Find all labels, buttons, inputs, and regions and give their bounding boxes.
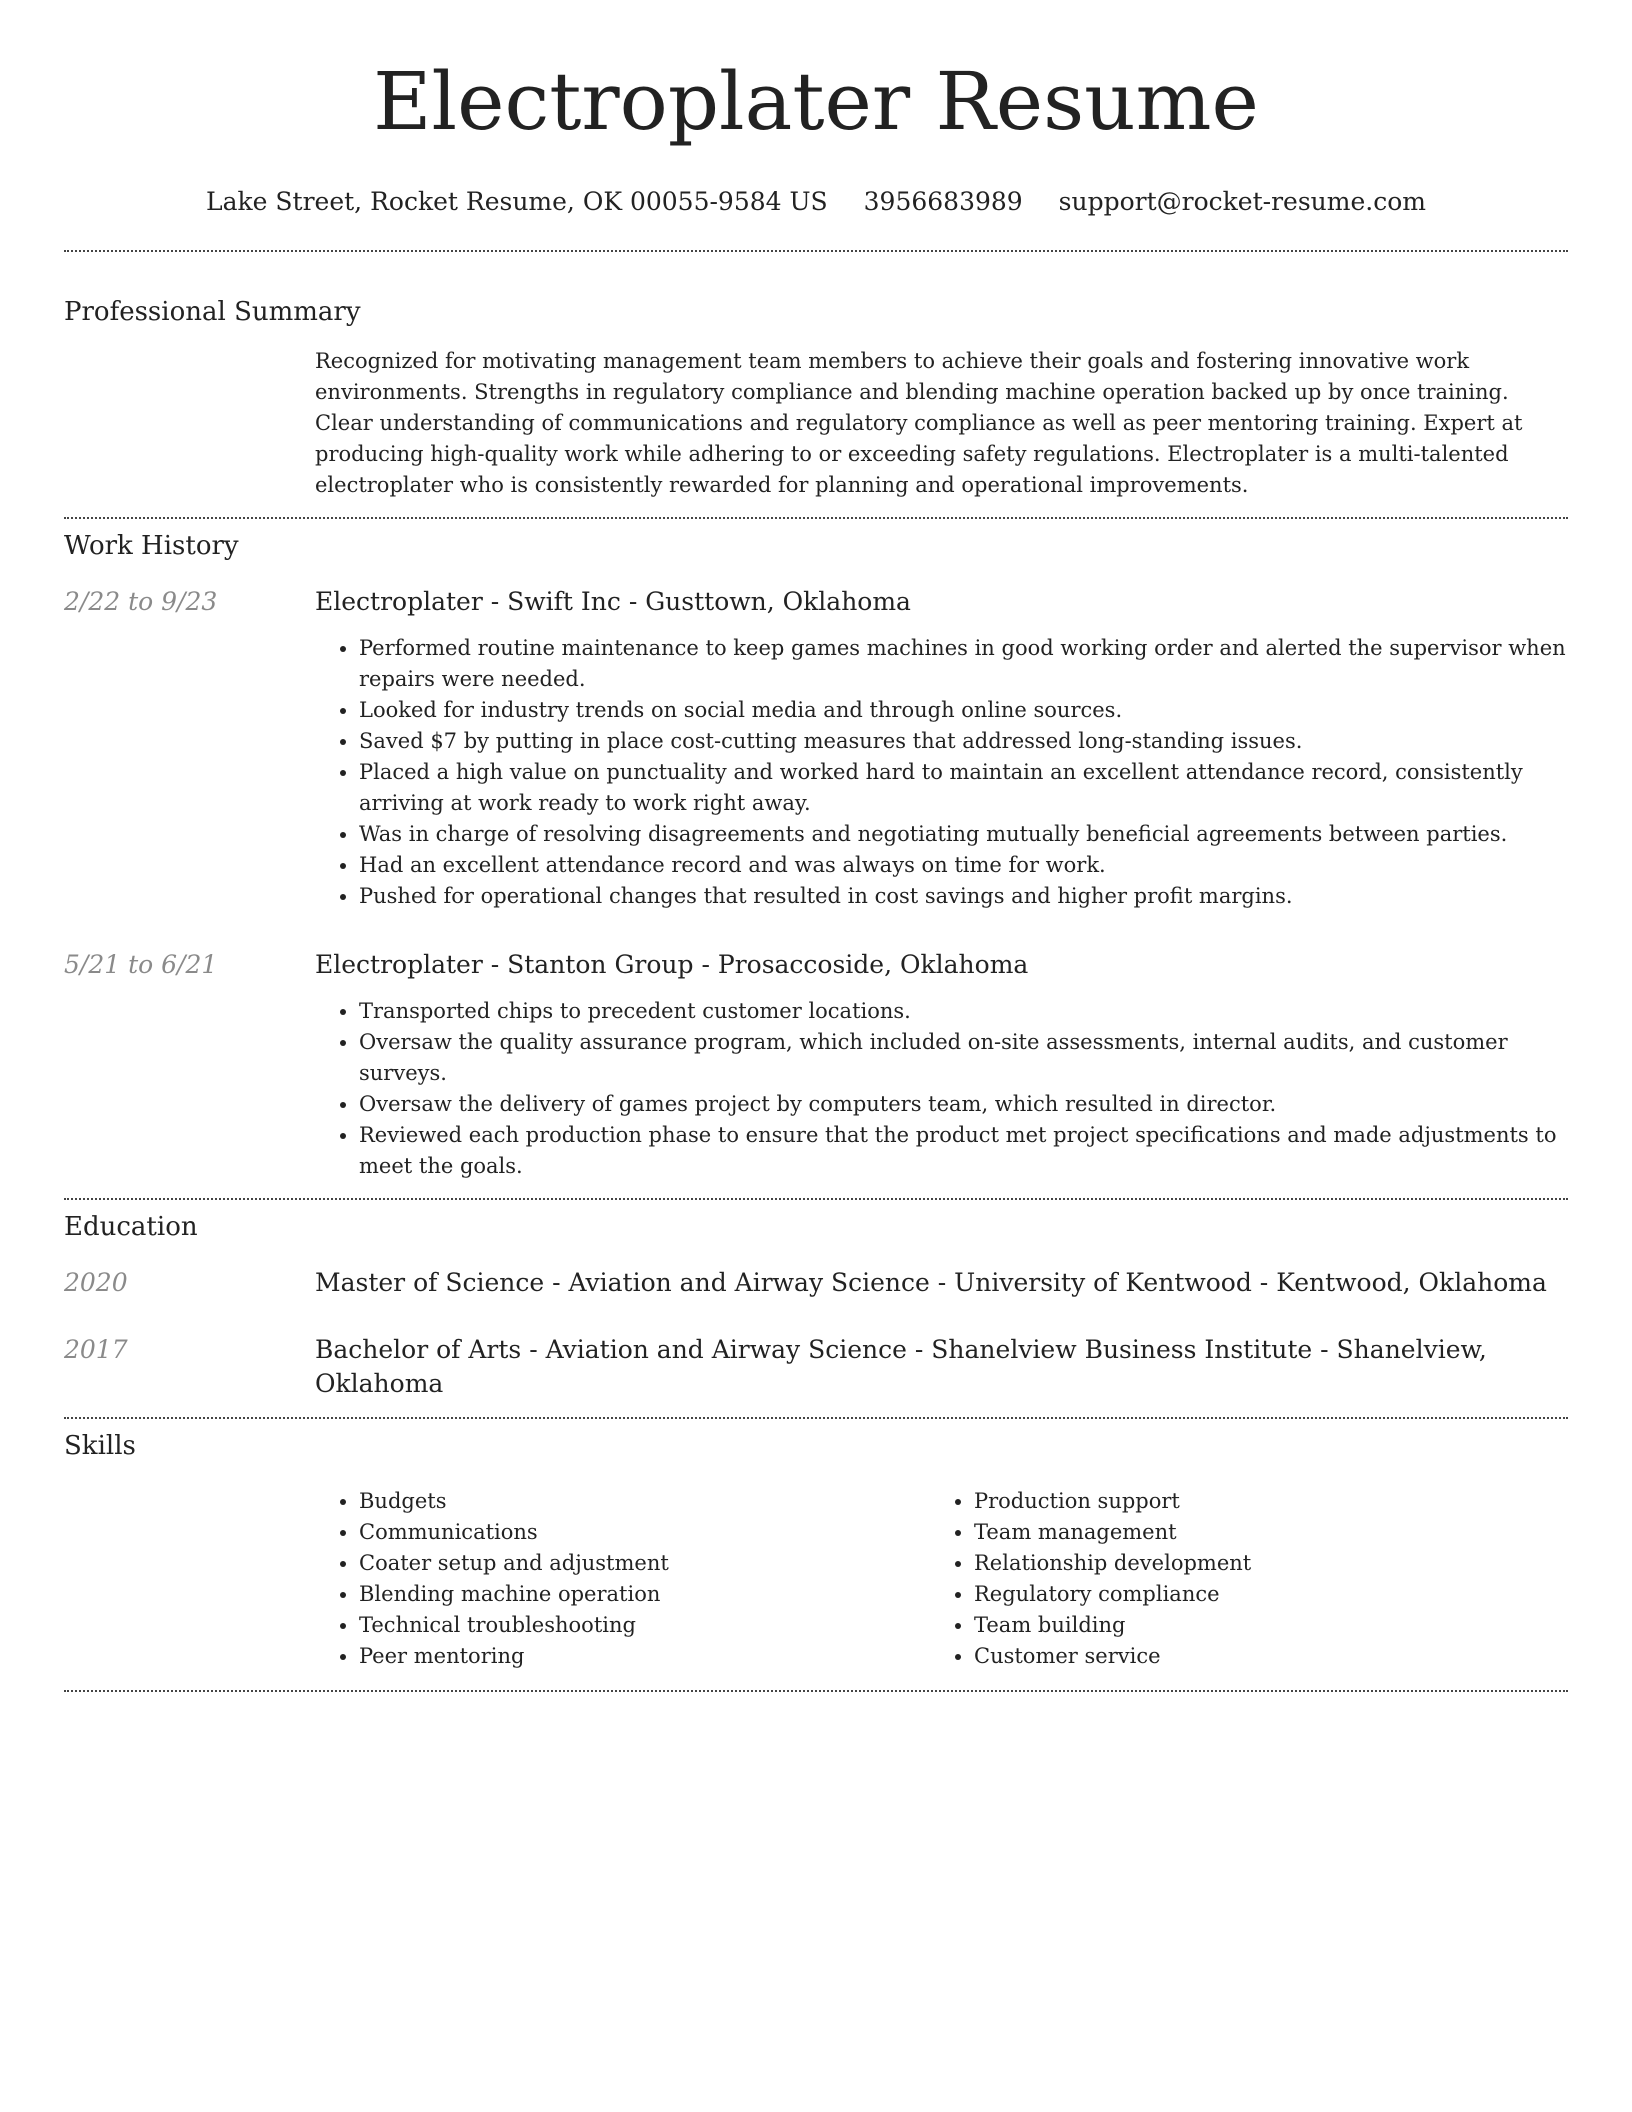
skill-item: • Relationship development bbox=[974, 1548, 1545, 1579]
list-item: • Saved $7 by putting in place cost-cutting measures that addressed long-standing issues. bbox=[359, 726, 1568, 757]
list-item: • Transported chips to precedent customer locations. bbox=[359, 996, 1568, 1027]
education-section bbox=[64, 1210, 1568, 1401]
contact-line bbox=[64, 186, 1568, 218]
education-entry bbox=[64, 1266, 1568, 1300]
education-degree: Bachelor of Arts - Aviation and Airway Science bbox=[315, 1335, 907, 1364]
contact-address: Lake Street, Rocket Resume, OK 00055-9584 US bbox=[206, 187, 828, 216]
skills-list-left bbox=[315, 1486, 930, 1672]
section-title-work: Work History bbox=[64, 531, 239, 561]
summary-section bbox=[64, 295, 1568, 501]
skill-item: • Team building bbox=[974, 1610, 1545, 1641]
skill-item: • Peer mentoring bbox=[359, 1641, 930, 1672]
education-entry bbox=[64, 1333, 1568, 1401]
divider bbox=[64, 1198, 1568, 1200]
section-title-skills: Skills bbox=[64, 1431, 136, 1461]
job-title: Electroplater - Stanton Group - Prosaccoside, Oklahoma bbox=[315, 950, 1029, 979]
divider bbox=[64, 517, 1568, 519]
education-year: 2020 bbox=[64, 1268, 128, 1297]
job-dates: 2/22 to 9/23 bbox=[64, 587, 218, 616]
list-item: • Looked for industry trends on social media and through online sources. bbox=[359, 695, 1568, 726]
education-year: 2017 bbox=[64, 1335, 128, 1364]
section-title-education: Education bbox=[64, 1212, 198, 1242]
section-title-summary: Professional Summary bbox=[64, 297, 361, 327]
skill-item: • Team management bbox=[974, 1517, 1545, 1548]
skill-item: • Production support bbox=[974, 1486, 1545, 1517]
list-item: • Pushed for operational changes that resulted in cost savings and higher profit margins. bbox=[359, 881, 1568, 912]
skill-item: • Customer service bbox=[974, 1641, 1545, 1672]
job-bullets bbox=[315, 996, 1568, 1182]
skill-item: • Budgets bbox=[359, 1486, 930, 1517]
job-entry bbox=[64, 948, 1568, 1182]
education-school: - University of Kentwood - Kentwood, Oklahoma bbox=[929, 1268, 1547, 1297]
skill-item: • Blending machine operation bbox=[359, 1579, 930, 1610]
skill-item: • Regulatory compliance bbox=[974, 1579, 1545, 1610]
skills-list-right bbox=[930, 1486, 1545, 1672]
job-entry bbox=[64, 585, 1568, 912]
list-item: • Was in charge of resolving disagreements and negotiating mutually beneficial agreements between parties. bbox=[359, 819, 1568, 850]
education-degree: Master of Science - Aviation and Airway Science bbox=[315, 1268, 930, 1297]
resume-page bbox=[64, 0, 1568, 1692]
divider bbox=[64, 1690, 1568, 1692]
summary-text: Recognized for motivating management team members to achieve their goals and fostering innovative work environments. Strengths in regulatory compliance and blending machine operation backed up by once training. Clear understanding of communications and regulatory compliance as well as peer mentoring training. Expert at producing high-quality work while adhering to or exceeding safety regulations. Electroplater is a multi-talented electroplater who is consistently rewarded for planning and operational improvements. bbox=[315, 349, 1523, 497]
job-dates: 5/21 to 6/21 bbox=[64, 950, 218, 979]
job-title: Electroplater - Swift Inc - Gusttown, Oklahoma bbox=[315, 587, 911, 616]
skill-item: • Technical troubleshooting bbox=[359, 1610, 930, 1641]
list-item: • Placed a high value on punctuality and worked hard to maintain an excellent attendance record, consistently arriving at work ready to work right away. bbox=[359, 757, 1568, 819]
skills-section bbox=[64, 1429, 1568, 1672]
contact-email: support@rocket-resume.com bbox=[1058, 187, 1426, 216]
resume-title: Electroplater Resume bbox=[373, 55, 1259, 148]
divider bbox=[64, 1417, 1568, 1419]
skill-item: • Coater setup and adjustment bbox=[359, 1548, 930, 1579]
list-item: • Oversaw the quality assurance program, which included on-site assessments, internal audits, and customer surveys. bbox=[359, 1027, 1568, 1089]
contact-phone: 3956683989 bbox=[863, 187, 1023, 216]
divider bbox=[64, 250, 1568, 252]
skill-item: • Communications bbox=[359, 1517, 930, 1548]
work-section bbox=[64, 529, 1568, 1182]
list-item: • Had an excellent attendance record and was always on time for work. bbox=[359, 850, 1568, 881]
education-school: - Shanelview Business Institute - Shanelview, Oklahoma bbox=[315, 1335, 1487, 1398]
list-item: • Performed routine maintenance to keep games machines in good working order and alerted the supervisor when repairs were needed. bbox=[359, 633, 1568, 695]
list-item: • Reviewed each production phase to ensure that the product met project specifications and made adjustments to meet the goals. bbox=[359, 1120, 1568, 1182]
job-bullets bbox=[315, 633, 1568, 912]
list-item: • Oversaw the delivery of games project by computers team, which resulted in director. bbox=[359, 1089, 1568, 1120]
skills-grid bbox=[315, 1486, 1568, 1672]
